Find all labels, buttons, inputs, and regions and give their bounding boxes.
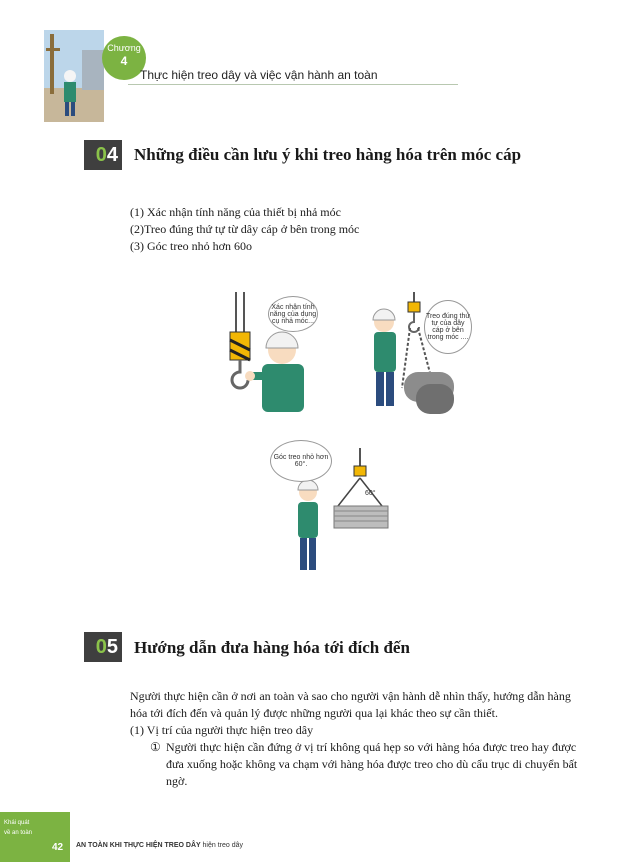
header-divider bbox=[128, 84, 458, 85]
speech-bubble bbox=[270, 440, 332, 482]
list-item: (2)Treo đúng thứ tự từ dây cáp ở bên trong móc bbox=[130, 222, 360, 236]
list-item: (3) Góc treo nhỏ hơn 60o bbox=[130, 239, 252, 253]
bubble-text: Treo đúng thứ tự của dây cáp ở bên trong móc .... bbox=[425, 313, 471, 341]
running-title bbox=[76, 842, 243, 849]
section-5-title: Hướng dẫn đưa hàng hóa tới đích đến bbox=[134, 638, 410, 657]
running-title-suffix: hiện treo dây bbox=[202, 842, 243, 849]
chapter-title: Thực hiện treo dây và việc vận hành an toàn bbox=[140, 68, 378, 82]
section-4-list bbox=[130, 204, 359, 255]
speech-bubble bbox=[424, 300, 472, 354]
section-4-number-suffix: 4 bbox=[106, 144, 118, 166]
speech-bubble bbox=[268, 296, 318, 332]
section-5-number-suffix: 5 bbox=[106, 636, 118, 658]
chapter-photo bbox=[44, 30, 104, 122]
running-title-main: AN TOÀN KHI THỰC HIỆN TREO DÂY bbox=[76, 842, 201, 849]
section-4-number-prefix: 0 bbox=[95, 144, 107, 166]
bubble-text: Góc treo nhỏ hơn 60°. bbox=[273, 454, 329, 468]
section-4-number bbox=[84, 140, 122, 170]
section-5-number bbox=[84, 632, 122, 662]
chapter-number: 4 bbox=[120, 54, 128, 68]
footer-chapter-tab bbox=[0, 812, 70, 862]
bubble-text: Xác nhận tính năng của dụng cụ nhả móc... bbox=[269, 303, 317, 325]
footer-tab-line2: về an toàn bbox=[4, 830, 33, 836]
section-5-item-text: Người thực hiện cần đứng ở vị trí không quá hẹp so với hàng hóa được treo hay được đưa xuống hoặc không va chạm với hàng hóa được treo cho dù cẩu trục di chuyển bất ngờ. bbox=[166, 740, 578, 788]
angle-label: 60° bbox=[365, 490, 376, 497]
list-item: (1) Xác nhận tính năng của thiết bị nhả móc bbox=[130, 205, 341, 219]
section-5-paragraph: Người thực hiện cần ở nơi an toàn và sao cho người vận hành dễ nhìn thấy, hướng dẫn hàng hóa tới đích đến và quản lý được những người qua lại khác theo sự cần thiết. bbox=[130, 689, 571, 720]
footer-tab-line1: Khái quát bbox=[4, 820, 30, 826]
page-number: 42 bbox=[52, 842, 64, 853]
section-5-number-prefix: 0 bbox=[95, 636, 107, 658]
section-5-item-marker: ① bbox=[150, 740, 161, 754]
chapter-label: Chương bbox=[107, 43, 141, 53]
section-5-subheading: (1) Vị trí của người thực hiện treo dây bbox=[130, 723, 314, 737]
section-4-title: Những điều cần lưu ý khi treo hàng hóa trên móc cáp bbox=[134, 145, 522, 164]
